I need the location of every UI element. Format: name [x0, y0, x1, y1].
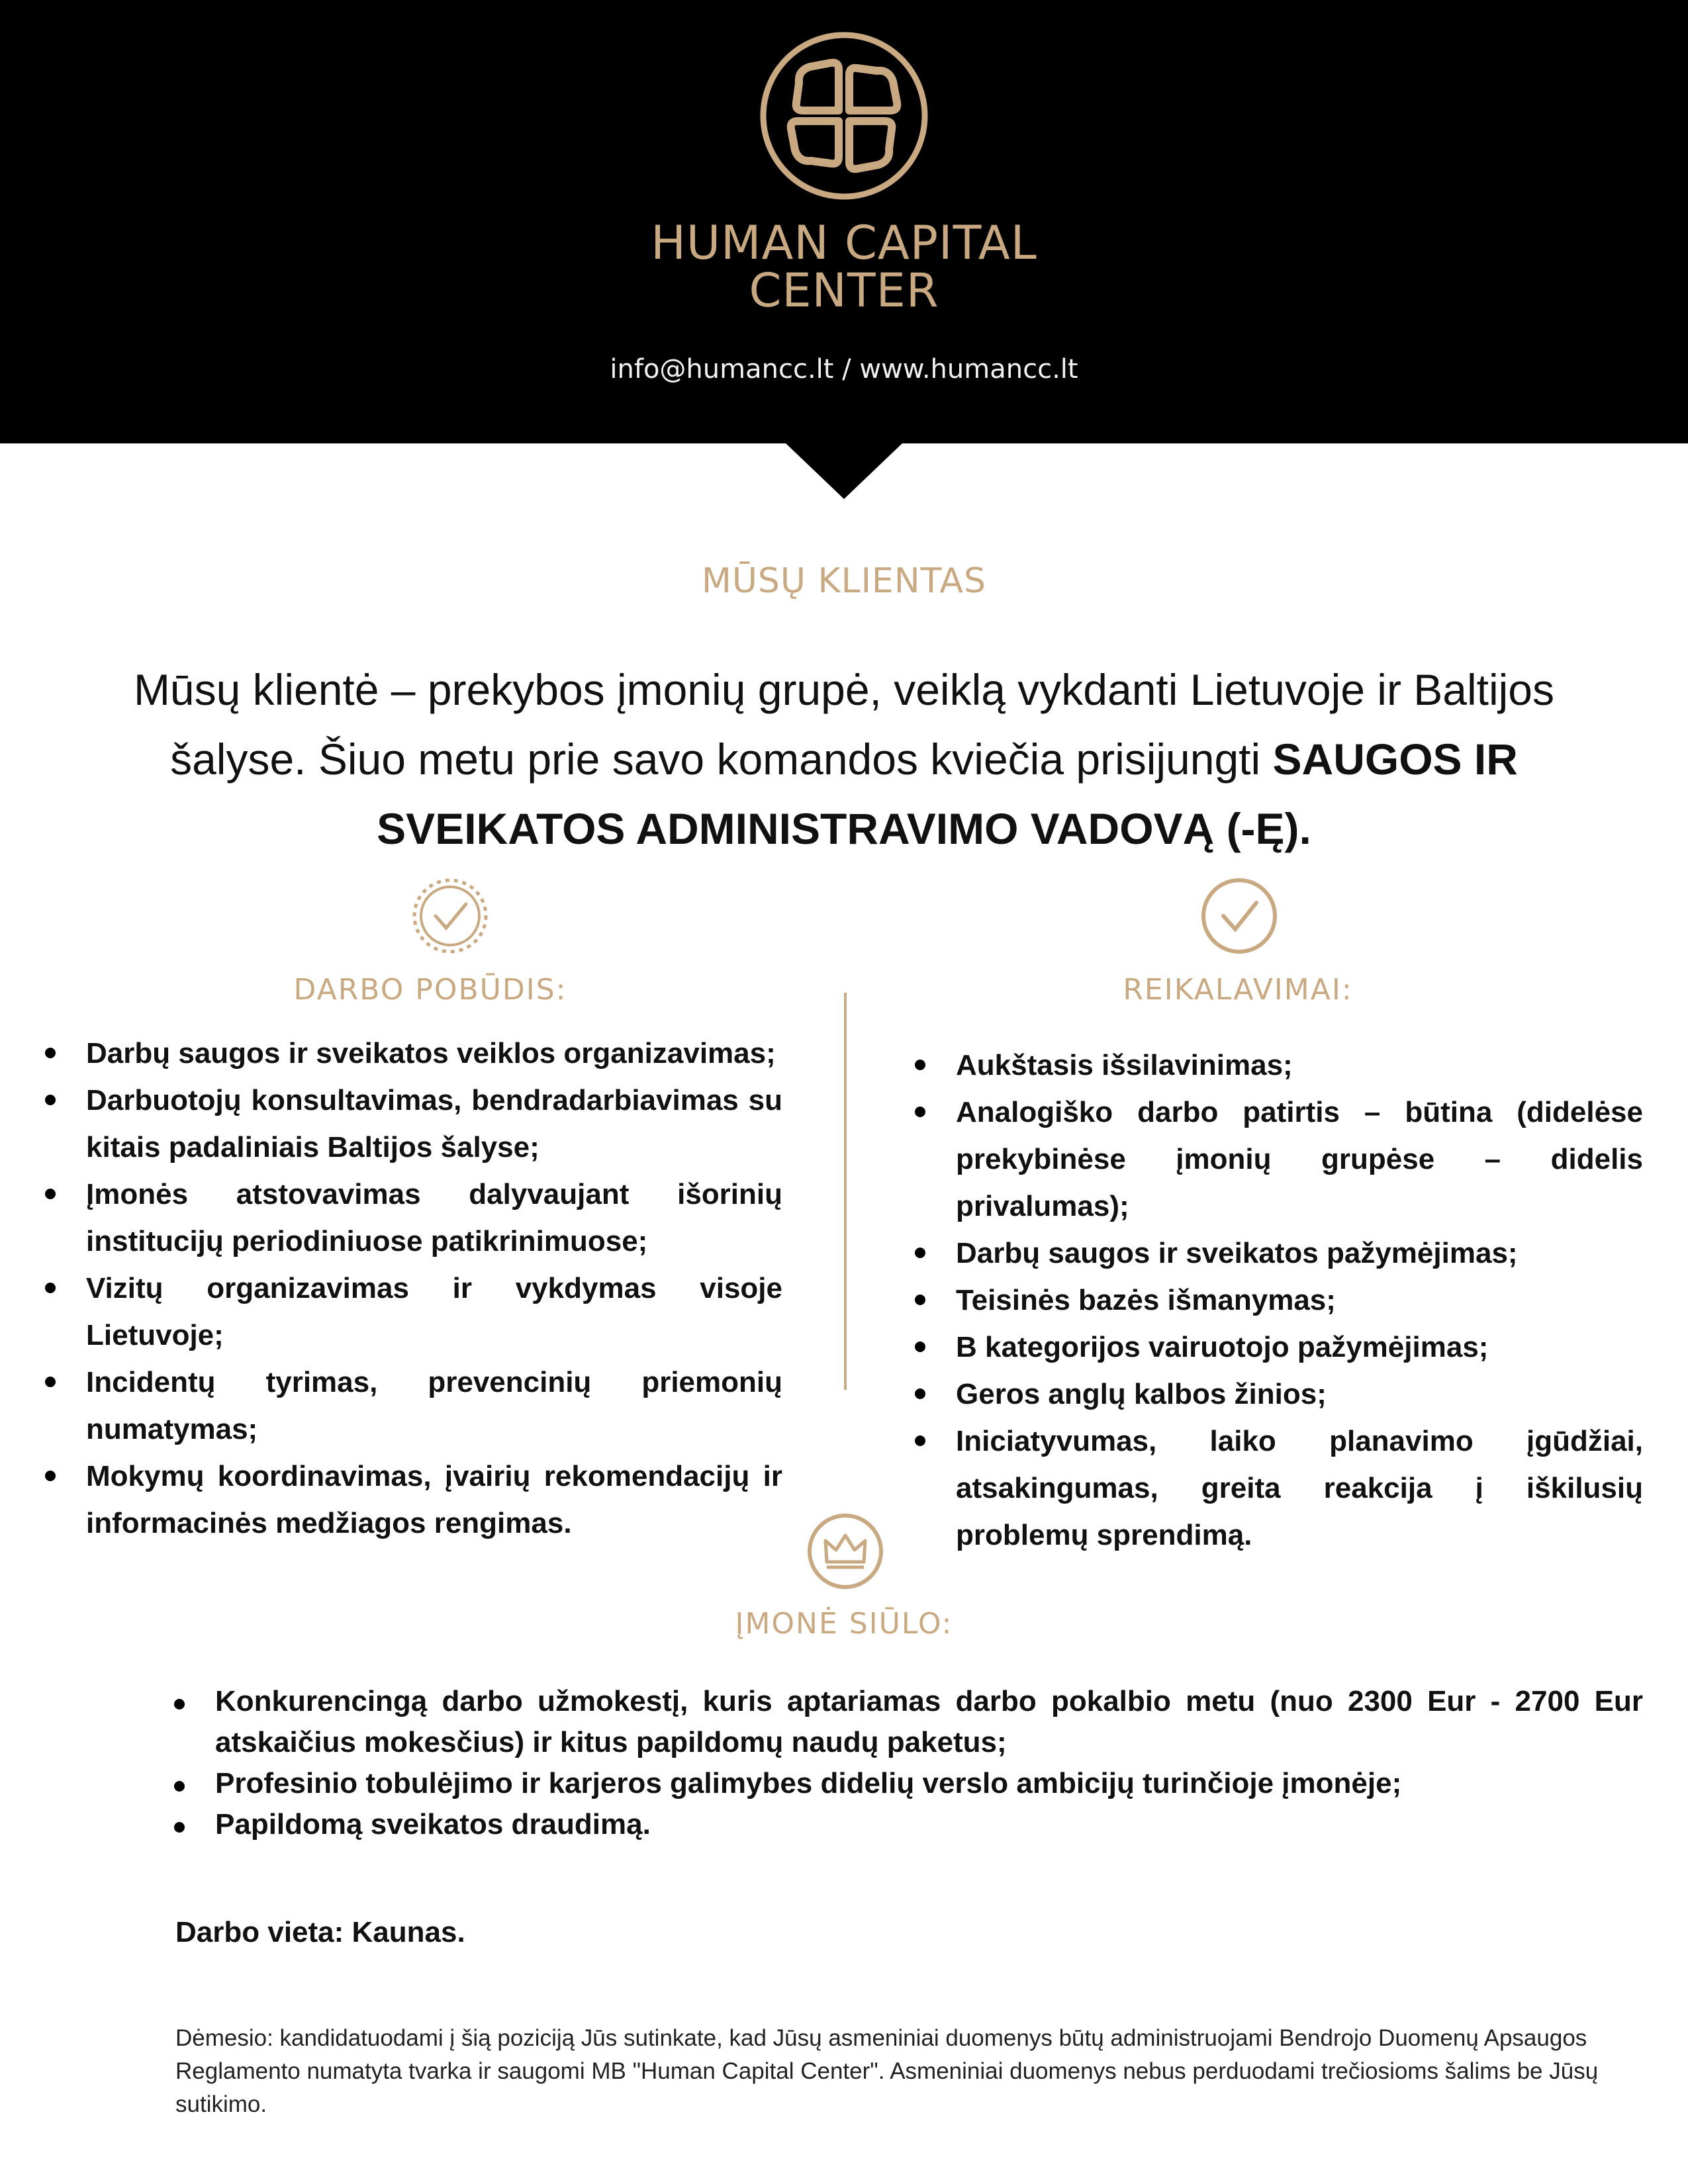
offer-title: ĮMONĖ SIŪLO:	[735, 1607, 953, 1641]
list-item: Teisinės bazės išmanymas;	[910, 1277, 1643, 1324]
offer-list	[169, 1681, 1643, 1845]
requirements-title: REIKALAVIMAI:	[1123, 973, 1353, 1007]
intro-position-title: SAUGOS IR SVEIKATOS ADMINISTRAVIMO VADOVĄ (-Ę).	[377, 735, 1518, 853]
header-pointer	[784, 442, 904, 499]
list-item: Darbų saugos ir sveikatos veiklos organizavimas;	[40, 1030, 782, 1077]
header-banner	[0, 0, 1688, 443]
intro-text: Mūsų klientė – prekybos įmonių grupė, veiklą vykdanti Lietuvoje ir Baltijos šalyse. Šiuo metu prie savo komandos kviečia prisijungti	[133, 665, 1555, 784]
list-item: B kategorijos vairuotojo pažymėjimas;	[910, 1324, 1643, 1371]
client-section-title: MŪSŲ KLIENTAS	[702, 561, 986, 601]
list-item: Mokymų koordinavimas, įvairių rekomendacijų ir informacinės medžiagos rengimas.	[40, 1453, 782, 1547]
privacy-notice: Dėmesio: kandidatuodami į šią poziciją Jūs sutinkate, kad Jūsų asmeniniai duomenys būtų administruojami Bendrojo Duomenų Apsaugos Reglamento numatyta tvarka ir saugomi MB "Human Capital Center". Asmeniniai duomenys nebus perduodami trečiosioms šalims be Jūsų sutikimo.	[175, 2025, 1599, 2117]
list-item: Aukštasis išsilavinimas;	[910, 1042, 1643, 1089]
brand-name-line2: CENTER	[749, 263, 939, 318]
clover-logo-icon	[758, 30, 930, 202]
list-item: Geros anglų kalbos žinios;	[910, 1371, 1643, 1418]
list-item: Papildomą sveikatos draudimą.	[169, 1804, 1643, 1845]
checkmark-circle-icon	[1198, 875, 1280, 957]
contact-info: info@humancc.lt / www.humancc.lt	[610, 354, 1078, 385]
intro-paragraph	[66, 655, 1622, 864]
crown-circle-icon	[804, 1510, 886, 1592]
brand-name-line1: HUMAN CAPITAL	[651, 216, 1037, 270]
list-item: Darbuotojų konsultavimas, bendradarbiavimas su kitais padaliniais Baltijos šalyse;	[40, 1077, 782, 1171]
column-divider	[844, 993, 847, 1390]
list-item: Konkurencingą darbo užmokestį, kuris aptariamas darbo pokalbio metu (nuo 2300 Eur - 2700 Eur atskaičius mokesčius) ir kitus papildomų naudų paketus;	[169, 1681, 1643, 1763]
checkmark-circle-icon	[409, 875, 491, 957]
requirements-list	[910, 1042, 1643, 1559]
list-item: Analogiško darbo patirtis – būtina (didelėse prekybinėse įmonių grupėse – didelis privalumas);	[910, 1089, 1643, 1230]
list-item: Incidentų tyrimas, prevencinių priemonių numatymas;	[40, 1359, 782, 1453]
work-nature-list	[40, 1030, 782, 1547]
list-item: Iniciatyvumas, laiko planavimo įgūdžiai, atsakingumas, greita reakcija į iškilusių problemų sprendimą.	[910, 1418, 1643, 1559]
list-item: Darbų saugos ir sveikatos pažymėjimas;	[910, 1230, 1643, 1277]
list-item: Įmonės atstovavimas dalyvaujant išorinių institucijų periodiniuose patikrinimuose;	[40, 1171, 782, 1265]
list-item: Vizitų organizavimas ir vykdymas visoje Lietuvoje;	[40, 1265, 782, 1359]
work-nature-title: DARBO POBŪDIS:	[293, 973, 567, 1007]
list-item: Profesinio tobulėjimo ir karjeros galimybes didelių verslo ambicijų turinčioje įmonėje;	[169, 1763, 1643, 1804]
workplace-location: Darbo vieta: Kaunas.	[175, 1916, 465, 1948]
